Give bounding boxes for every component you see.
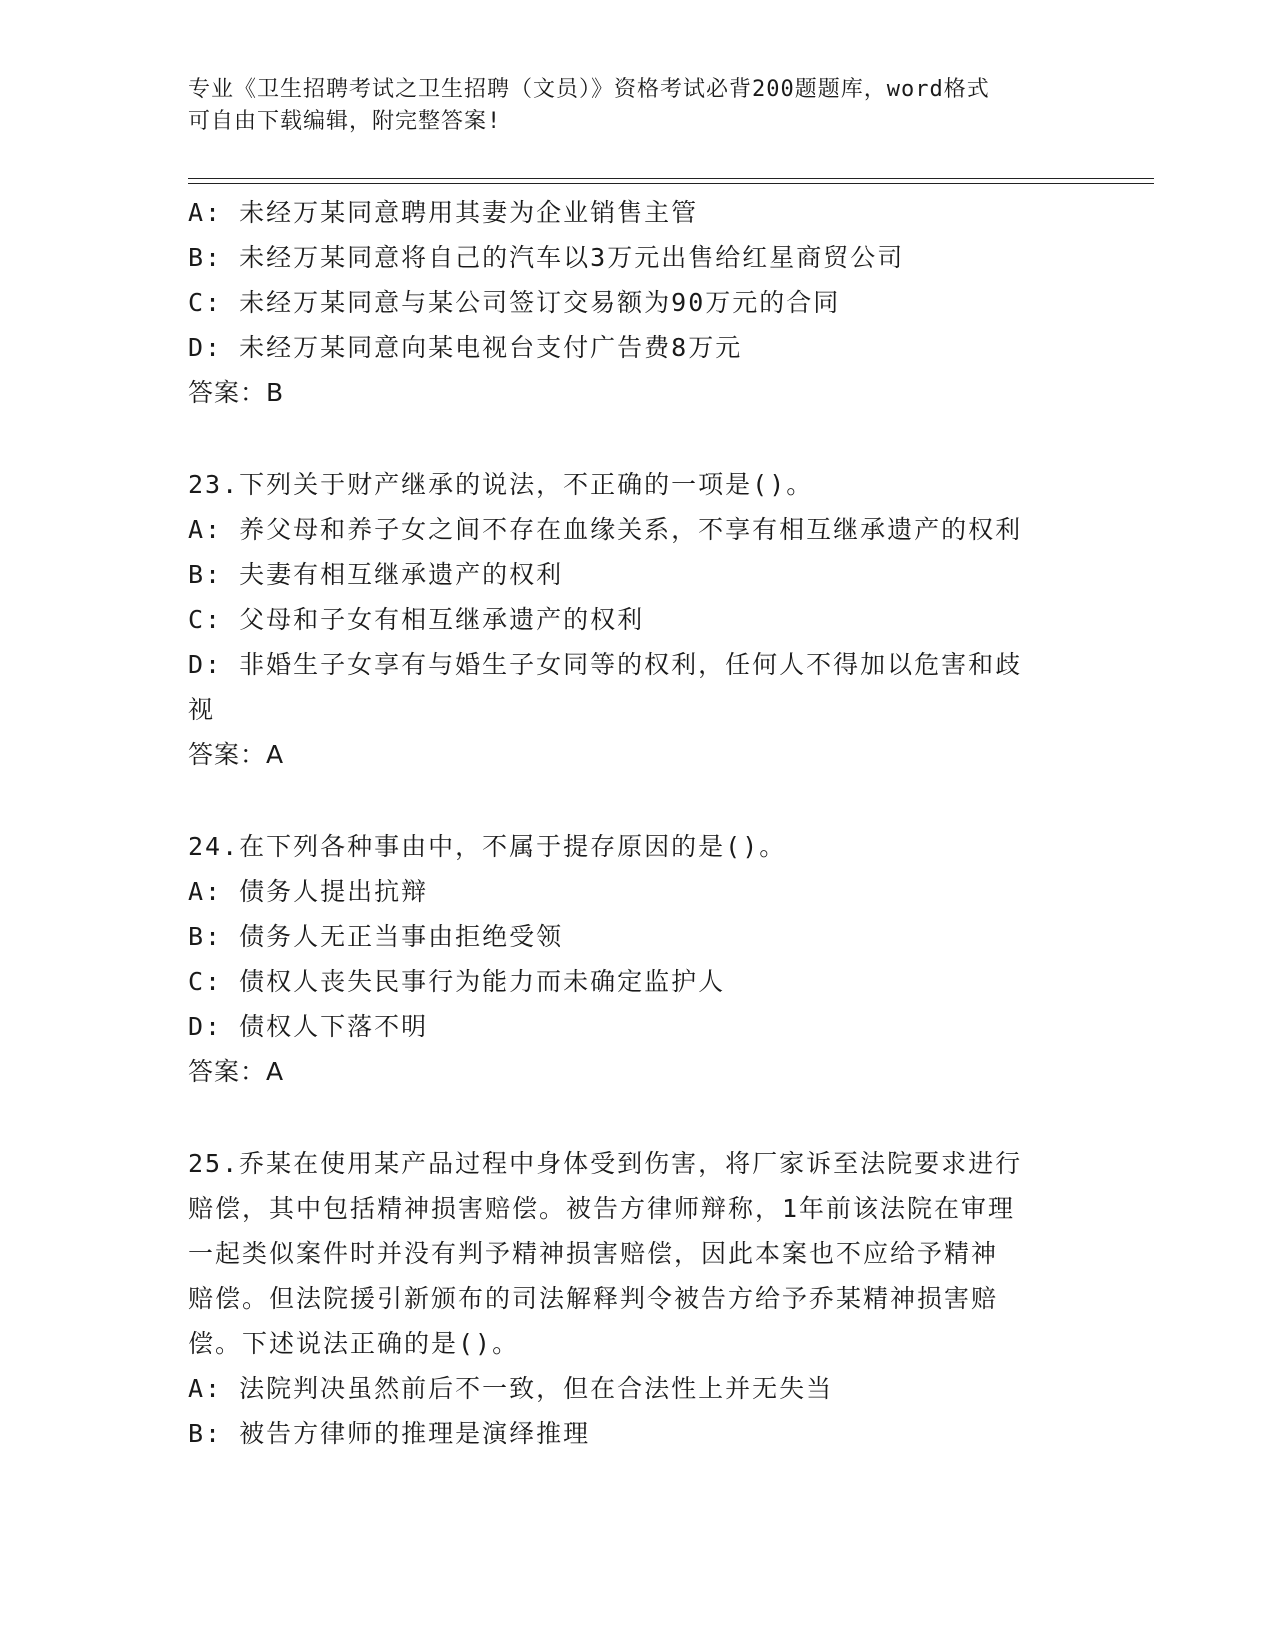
q23-stem: 23.下列关于财产继承的说法，不正确的一项是()。 — [188, 470, 814, 499]
q22-answer: 答案：B — [188, 378, 285, 407]
q24-option-a: A: 债务人提出抗辩 — [188, 877, 429, 906]
question-24 — [188, 824, 1088, 1094]
header-title-line-1: 专业《卫生招聘考试之卫生招聘（文员）》资格考试必背200题题库，word格式 — [188, 77, 990, 102]
q25-stem-line-3: 一起类似案件时并没有判予精神损害赔偿，因此本案也不应给予精神 — [188, 1239, 999, 1268]
q25-stem-line-1: 25.乔某在使用某产品过程中身体受到伤害，将厂家诉至法院要求进行 — [188, 1149, 1023, 1178]
q24-option-d: D: 债权人下落不明 — [188, 1012, 429, 1041]
header-divider-top — [188, 178, 1154, 179]
question-list — [188, 190, 1088, 1456]
q23-option-c: C: 父母和子女有相互继承遗产的权利 — [188, 605, 645, 634]
header-title-line-2: 可自由下载编辑，附完整答案! — [188, 109, 502, 134]
document-header — [188, 74, 1068, 138]
spacer — [188, 1094, 1088, 1141]
q25-stem-line-4: 赔偿。但法院援引新颁布的司法解释判令被告方给予乔某精神损害赔 — [188, 1284, 999, 1313]
question-23 — [188, 462, 1088, 777]
q22-option-d: D: 未经万某同意向某电视台支付广告费8万元 — [188, 333, 743, 362]
q22-option-c: C: 未经万某同意与某公司签订交易额为90万元的合同 — [188, 288, 841, 317]
q24-stem: 24.在下列各种事由中，不属于提存原因的是()。 — [188, 832, 787, 861]
spacer — [188, 777, 1088, 824]
q23-option-b: B: 夫妻有相互继承遗产的权利 — [188, 560, 564, 589]
question-25 — [188, 1141, 1088, 1456]
spacer — [188, 415, 1088, 462]
q23-option-d-line-2: 视 — [188, 695, 216, 724]
q25-option-b: B: 被告方律师的推理是演绎推理 — [188, 1419, 591, 1448]
q24-option-c: C: 债权人丧失民事行为能力而未确定监护人 — [188, 967, 726, 996]
q24-answer: 答案：A — [188, 1057, 285, 1086]
question-22 — [188, 190, 1088, 415]
q22-option-a: A: 未经万某同意聘用其妻为企业销售主管 — [188, 198, 699, 227]
q23-option-d-line-1: D: 非婚生子女享有与婚生子女同等的权利，任何人不得加以危害和歧 — [188, 650, 1023, 679]
q22-option-b: B: 未经万某同意将自己的汽车以3万元出售给红星商贸公司 — [188, 243, 905, 272]
q25-option-a: A: 法院判决虽然前后不一致，但在合法性上并无失当 — [188, 1374, 834, 1403]
header-divider-bottom — [188, 183, 1154, 184]
q24-option-b: B: 债务人无正当事由拒绝受领 — [188, 922, 564, 951]
q23-option-a: A: 养父母和养子女之间不存在血缘关系，不享有相互继承遗产的权利 — [188, 515, 1023, 544]
q25-stem-line-5: 偿。下述说法正确的是()。 — [188, 1329, 520, 1358]
q25-stem-line-2: 赔偿，其中包括精神损害赔偿。被告方律师辩称，1年前该法院在审理 — [188, 1194, 1016, 1223]
q23-answer: 答案：A — [188, 740, 285, 769]
